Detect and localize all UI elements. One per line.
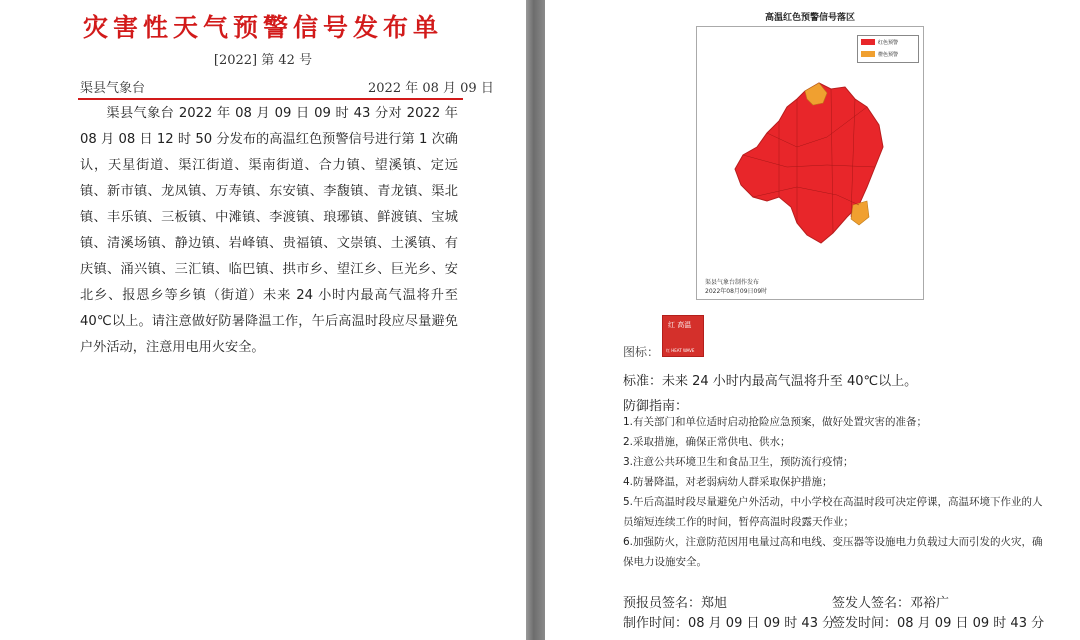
right-document-page [545,0,1080,640]
page-gap [526,0,545,640]
guide-item: 4.防暑降温，对老弱病幼人群采取保护措施； [623,476,833,488]
made-time: 制作时间：08 月 09 日 09 时 43 分 [623,616,836,631]
heat-warning-red-icon [662,315,704,357]
legend-label-orange: 橙色预警 [878,51,899,58]
forecaster-signature: 预报员签名：郑旭 [623,596,728,611]
map-legend [857,35,919,63]
heat-icon-top-text: 红 高温 [668,321,692,329]
heat-icon-bottom-text: 红 HEAT WAVE [666,348,695,353]
legend-swatch-red [861,39,875,45]
guide-item: 1.有关部门和单位适时启动抢险应急预案，做好处置灾害的准备； [623,416,928,428]
legend-item-orange [858,48,918,60]
defense-guide-title: 防御指南： [623,399,689,414]
document-title: 灾害性天气预警信号发布单 [82,13,443,42]
county-map-shape [727,77,887,247]
left-document-page [0,0,526,640]
map-credit-line1: 渠县气象台制作发布 [705,279,760,286]
defense-guide-list [623,412,1053,572]
map-title: 高温红色预警信号落区 [764,13,855,23]
icon-label: 图标： [623,345,660,359]
guide-item: 6.加强防火，注意防范因用电量过高和电线、变压器等设施电力负载过大而引发的火灾，确保电力设施安全。 [623,536,1043,568]
guide-item: 5.午后高温时段尽量避免户外活动，中小学校在高温时段可决定停课，高温环境下作业的人员缩短连续工作的时间，暂停高温时段露天作业； [623,496,1043,528]
legend-swatch-orange [861,51,875,57]
county-orange-east [851,201,869,225]
warning-map [696,26,924,300]
guide-item: 2.采取措施，确保正常供电、供水； [623,436,791,448]
issuer-name: 渠县气象台 [80,81,146,96]
map-credit-line2: 2022年08月09日09时 [705,288,768,295]
warning-standard: 标准：未来 24 小时内最高气温将升至 40℃以上。 [623,374,918,389]
issue-time: 签发时间：08 月 09 日 09 时 43 分 [832,616,1045,631]
legend-label-red: 红色预警 [878,39,899,46]
warning-body-text: 渠县气象台 2022 年 08 月 09 日 09 时 43 分对 2022 年 08 月 08 日 12 时 50 分发布的高温红色预警信号进行第 1 次确认，天星街道、渠江街道、渠南街道、合力镇、望溪镇、定远镇、新市镇、龙凤镇、万寿镇、东安镇、李馥镇、青龙镇、渠北镇、丰乐镇、三板镇、中滩镇、李渡镇、琅琊镇、鲜渡镇、宝城镇、清溪场镇、静边镇、岩峰镇、贵福镇、文崇镇、土溪镇、有庆镇、涌兴镇、三汇镇、临巴镇、拱市乡、望江乡、巨光乡、安北乡、报恩乡等乡镇（街道）未来 24 小时内最高气温将升至 40℃以上。请注意做好防暑降温工作，午后高温时段应尽量避免户外活动，注意用电用火安全。 [80,106,458,355]
guide-item: 3.注意公共环境卫生和食品卫生，预防流行疫情； [623,456,854,468]
legend-item-red [858,36,918,48]
document-number: [2022] 第 42 号 [213,53,313,68]
signer-signature: 签发人签名：邓裕广 [832,596,950,611]
red-divider [78,98,463,100]
issue-date: 2022 年 08 月 09 日 [368,81,494,96]
